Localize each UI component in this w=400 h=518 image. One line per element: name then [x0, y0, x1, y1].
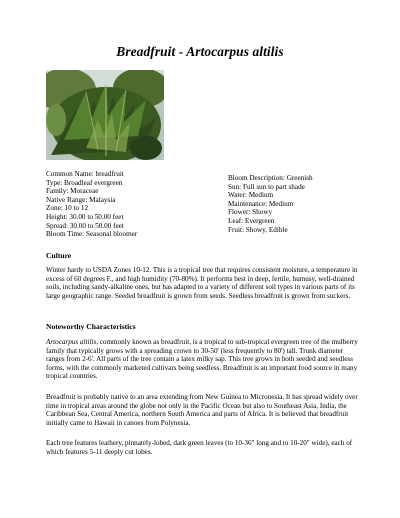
plant-info-right-line: Bloom Description: Greenish [228, 174, 313, 182]
breadfruit-photo [46, 70, 164, 160]
plant-info-right-line: Flower: Showy [228, 208, 273, 217]
noteworthy-heading: Noteworthy Characteristics [46, 322, 136, 331]
plant-info-left-line: Height: 30.00 to 50.00 feet [46, 212, 124, 221]
plant-info-left-line: Spread: 30.00 to 50.00 feet [46, 221, 124, 230]
noteworthy-paragraph-1-text: , commonly known as breadfruit, is a tropical to sub-tropical evergreen tree of the mulberry family that typically grows with a spreading crown to 30-50' (less frequently to 80') tall. Trunk diameter ranges from 2-6'. All parts of the tree contain a latex milky sap. This tree grows in both seeded and seedless forms, with the commonly marketed cultivars being seedless. Breadfruit is an important food source in many tropical countries. [46, 338, 358, 381]
breadfruit-leaf-image [46, 70, 164, 160]
plant-info-left-line: Native Range: Malaysia [46, 195, 116, 204]
plant-info-left-line: Type: Broadleaf evergreen [46, 178, 123, 187]
plant-info-left-line: Bloom Time: Seasonal bloomer [46, 230, 138, 239]
plant-info-right-line: Water: Medium [228, 191, 274, 200]
plant-info-left [46, 170, 206, 239]
noteworthy-paragraph-1 [46, 338, 358, 381]
plant-info-right-line: Maintenance: Medium [228, 199, 294, 208]
noteworthy-paragraph-3: Each tree features leathery, pinnately-lobed, dark green leaves (to 10-36" long and to 10-20" wide), each of which features 5-11 deeply cut lobes. [46, 439, 353, 456]
plant-info-left-line: Common Name: breadfruit [46, 170, 124, 178]
plant-info-right [228, 174, 378, 234]
plant-info-left-line: Family: Moraceae [46, 187, 99, 196]
culture-heading: Culture [46, 251, 72, 260]
page-title: Breadfruit - Artocarpus altilis [116, 44, 284, 59]
noteworthy-paragraph-2: Breadfruit is probably native to an area extending from New Guinea to Micronesia. It has spread widely over time in tropical areas around the globe not only in the Pacific Ocean but also to Southeast Asia, India, the Caribbean Sea, Central America, northern South America and parts of Africa. It is believed that breadfruit initially came to Hawaii in canoes from Polynesia. [46, 393, 358, 427]
culture-paragraph: Winter hardy to USDA Zones 10-12. This is a tropical tree that requires consistent moisture, a temperature in excess of 60 degrees F., and high humidity (70-80%). It performs best in deep, fertile, humusy, well-drained soils, including sandy-alkaline ones, but has adapted to a variety of different soil types in various parts of its large geographic range. Seeded breadfruit is grown from seeds. Seedless breadfruit is grown from suckers. [46, 266, 358, 300]
plant-info-left-line: Zone: 10 to 12 [46, 204, 89, 213]
plant-info-right-line: Leaf: Evergreen [228, 216, 275, 225]
plant-info-right-line: Fruit: Showy, Edible [228, 225, 288, 234]
botanical-name: Artocarpus altilis [46, 338, 97, 346]
plant-info-right-line: Sun: Full sun to part shade [228, 182, 305, 191]
